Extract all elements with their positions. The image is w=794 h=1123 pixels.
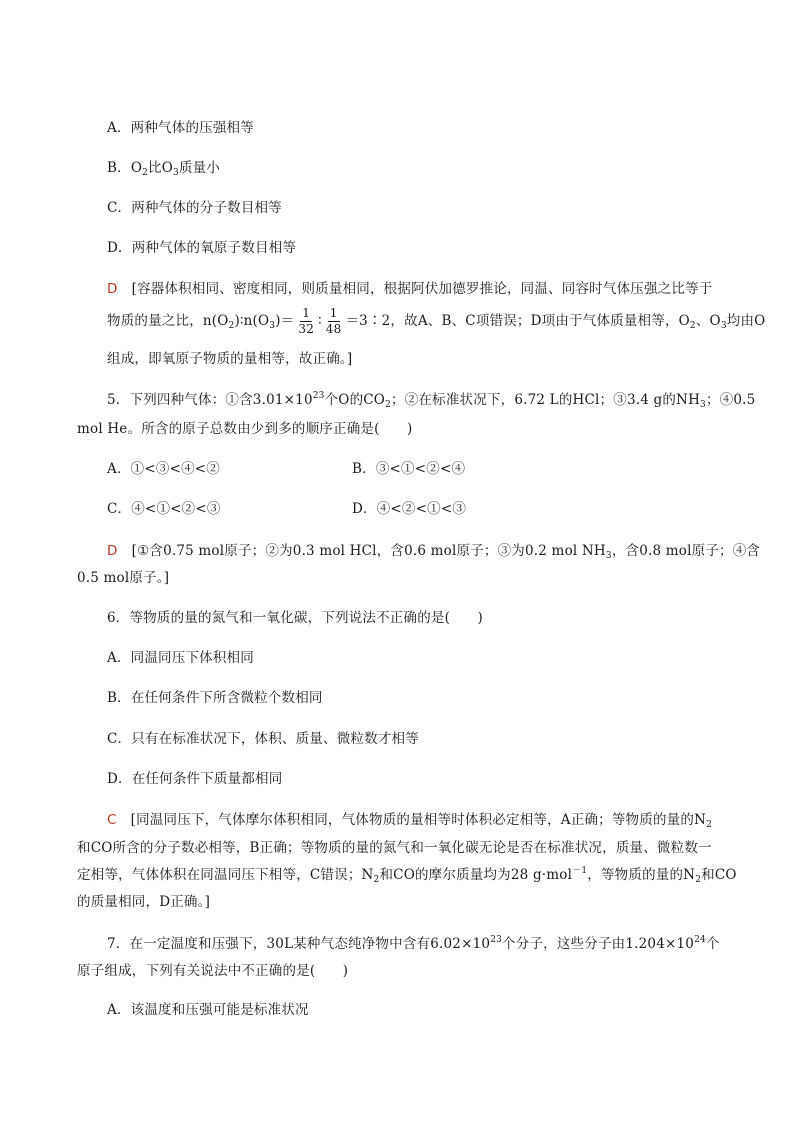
q4-explanation-line-1: D [容器体积相同、密度相同，则质量相同，根据阿伏加德罗推论，同温、同容时气体压强之比等于 (107, 281, 713, 297)
q6-option-a: A．同温同压下体积相同 (107, 650, 254, 666)
q6-option-b: B．在任何条件下所含微粒个数相同 (107, 690, 323, 706)
q5-explanation-line-1: D [①含0.75 mol原子；②为0.3 mol HCl，含0.6 mol原子；③为0.2 mol $NH_3$，含0.8 mol原子；④含 (107, 543, 761, 561)
q4-option-a: A．两种气体的压强相等 (107, 120, 254, 136)
q5-option-d: D．④<②<①<③ (352, 501, 467, 517)
q5-explanation-line-2: 0.5 mol原子。] (77, 570, 170, 586)
q7-option-a: A．该温度和压强可能是标准状况 (107, 1002, 309, 1018)
fraction-1-48: $\frac{1}{48}$ (325, 306, 342, 336)
q7-stem-line-2: 原子组成，下列有关说法中不正确的是( ) (77, 963, 349, 979)
q5-option-c: C．④<①<②<③ (107, 501, 221, 517)
q4-explanation-line-2: 物质的量之比，$n(O_2)∶n(O_3)=$ $\frac{1}{32}$ ∶ $\frac{1}{48}$ ＝3∶2，故A、B、C项错误；D项由于气体质量相等，$O_2$、$O_3$均由O (107, 306, 766, 336)
q6-explanation-line-3: 定相等，气体体积在同温同压下相等，C错误；$N_2$和CO的摩尔质量均为28 g·mol$^{-1}$，等物质的量的$N_2$和CO (77, 866, 737, 885)
q5-answer: D (107, 543, 118, 559)
q6-answer: C (107, 812, 117, 828)
q7-stem-line-1: 7．在一定温度和压强下，30L某种气态纯净物中含有$6.02\times 10^{23}$个分子，这些分子由$1.204\times 10^{24}$个 (107, 935, 720, 952)
q6-explanation-line-2: 和CO所含的分子数必相等，B正确；等物质的量的氮气和一氧化碳无论是否在标准状况，质量、微粒数一 (77, 840, 712, 856)
q4-option-d: D．两种气体的氧原子数目相等 (107, 240, 297, 256)
q5-stem-line-2: mol He。所含的原子总数由少到多的顺序正确是( ) (77, 421, 413, 437)
q4-explanation-line-3: 组成，即氧原子物质的量相等，故正确。] (107, 351, 353, 367)
q6-explanation-line-4: 的质量相同，D正确。] (77, 894, 211, 910)
q5-option-a: A．①<③<④<② (107, 461, 220, 477)
fraction-1-32: $\frac{1}{32}$ (298, 306, 315, 336)
q6-explanation-line-1: C [同温同压下，气体摩尔体积相同，气体物质的量相等时体积必定相等，A正确；等物质的量的$N_2$ (107, 812, 713, 830)
q4-option-c: C．两种气体的分子数目相等 (107, 200, 282, 216)
q6-stem: 6．等物质的量的氮气和一氧化碳，下列说法不正确的是( ) (107, 610, 483, 626)
q5-option-b: B．③<①<②<④ (352, 461, 466, 477)
q4-option-b: B．$O_2$比$O_3$质量小 (107, 160, 221, 178)
q4-answer: D (107, 281, 118, 297)
q5-stem-line-1: 5．下列四种气体：①含$3.01\times 10^{23}$个O的$CO_2$；②在标准状况下，6.72 L的HCl；③3.4 g的$NH_3$；④0.5 (107, 391, 756, 410)
q6-option-d: D．在任何条件下质量都相同 (107, 771, 283, 787)
q6-option-c: C．只有在标准状况下，体积、质量、微粒数才相等 (107, 731, 419, 747)
